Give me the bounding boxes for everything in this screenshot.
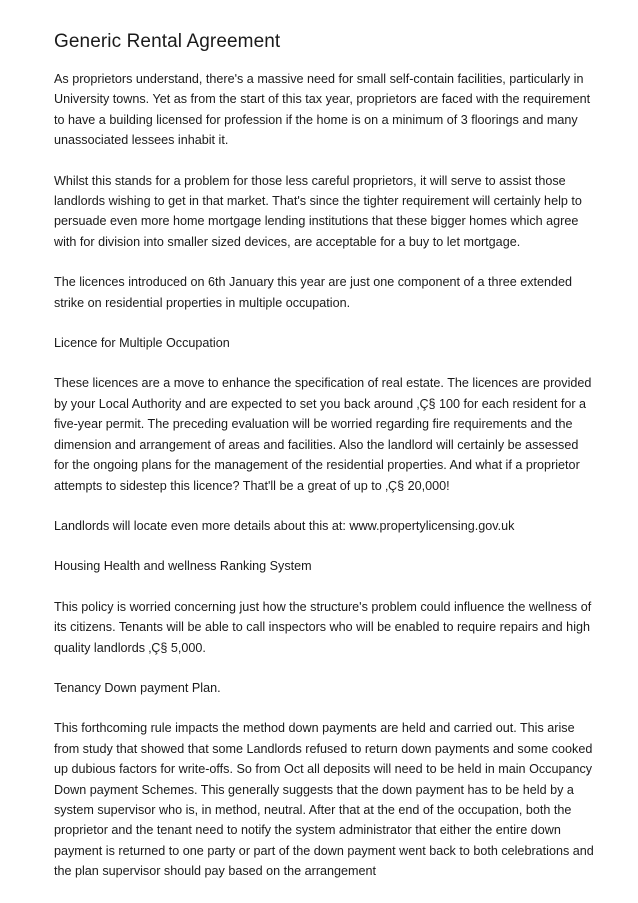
paragraph-market: Whilst this stands for a problem for those less careful proprietors, it will serve to assist those landlords wishing to get in that market. That's since the tighter requirement will certainly help to persuade even more home mortgage lending institutions that these bigger homes which agree with for division into smaller sized devices, are acceptable for a buy to let mortgage.	[54, 173, 582, 249]
paragraph-licences-intro: The licences introduced on 6th January this year are just one component of a three extended strike on residential properties in multiple occupation.	[54, 275, 573, 310]
paragraph-deposit-plan: This forthcoming rule impacts the method down payments are held and carried out. This arise from study that showed that some Landlords refused to return down payments and some cooked up dubious factors for write-offs. So from Oct all deposits will need to be held in main Occupancy Down payment Schemes. This generally suggests that the down payment has to be held by a system supervisor who is, in method, neutral. After that at the end of the occupation, both the proprietor and the tenant need to notify the system administrator that either the entire down payment is returned to one party or part of the down payment went back to both celebrations and the plan supervisor should pay based on the arrangement	[54, 721, 594, 879]
section-heading-deposit-plan: Tenancy Down payment Plan.	[54, 680, 221, 695]
section-heading-hmo-licence: Licence for Multiple Occupation	[54, 336, 230, 351]
document-page	[54, 30, 594, 902]
paragraph-hhsrs: This policy is worried concerning just how the structure's problem could influence the wellness of its citizens. Tenants will be able to call inspectors who will be enabled to require repairs and high quality landlords ‚Ç§ 5,000.	[54, 599, 592, 655]
section-heading-hhsrs: Housing Health and wellness Ranking System	[54, 559, 312, 574]
paragraph-hmo-licence: These licences are a move to enhance the specification of real estate. The licences are provided by your Local Authority and are expected to set you back around ‚Ç§ 100 for each resident for a five-year permit. The preceding evaluation will be worried regarding fire requirements and the dimension and arrangement of areas and facilities. Also the landlord will certainly be assessed for the ongoing plans for the management of the residential properties. And what if a proprietor attempts to sidestep this licence? That'll be a great of up to ‚Ç§ 20,000!	[54, 376, 592, 493]
document-title: Generic Rental Agreement	[54, 31, 281, 52]
paragraph-intro: As proprietors understand, there's a massive need for small self-contain facilities, particularly in University towns. Yet as from the start of this tax year, proprietors are faced with the requirement to have a building licensed for profession if the home is on a minimum of 3 floorings and many unassociated lessees inhabit it.	[54, 72, 591, 148]
paragraph-details-link: Landlords will locate even more details about this at: www.propertylicensing.gov.uk	[54, 518, 515, 533]
